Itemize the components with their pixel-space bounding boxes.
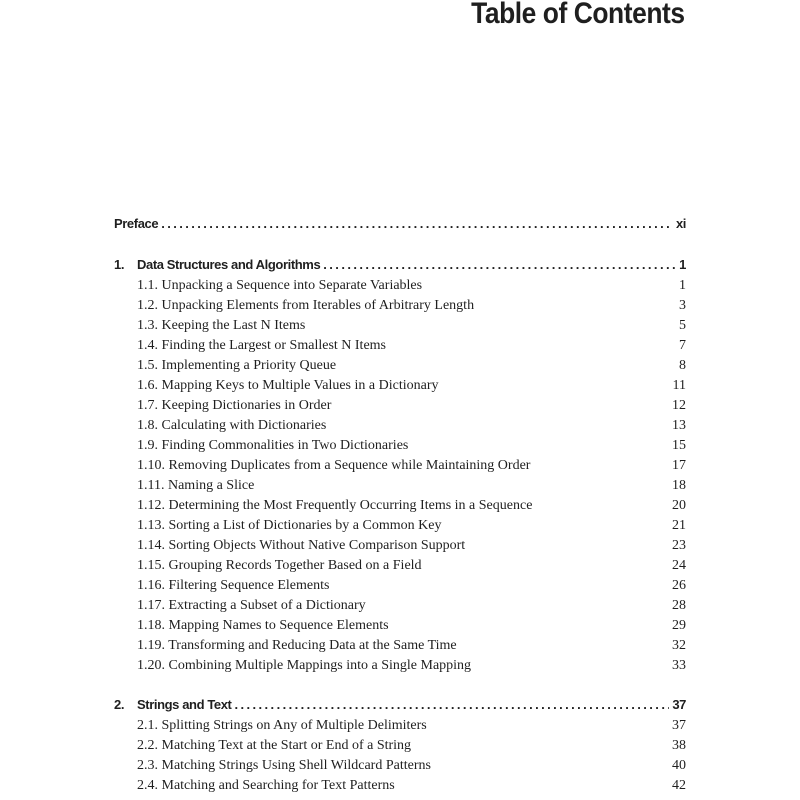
toc-section[interactable] xyxy=(114,738,686,758)
page-number: 40 xyxy=(672,758,686,773)
toc-section[interactable] xyxy=(114,378,686,398)
section-title: 1.9. Finding Commonalities in Two Dictionaries xyxy=(137,438,409,453)
entry-title: Preface xyxy=(114,216,159,231)
section-title: 2.2. Matching Text at the Start or End of a String xyxy=(137,738,412,753)
toc-section[interactable] xyxy=(114,518,686,538)
toc-section[interactable] xyxy=(114,478,686,498)
section-title: 1.13. Sorting a List of Dictionaries by a Common Key xyxy=(137,518,442,533)
section-title: 1.10. Removing Duplicates from a Sequence while Maintaining Order xyxy=(137,458,531,473)
toc-section[interactable] xyxy=(114,498,686,518)
page-number: 24 xyxy=(672,558,686,573)
section-title: 1.1. Unpacking a Sequence into Separate Variables xyxy=(137,278,423,293)
dot-leader xyxy=(323,257,676,272)
dot-leader xyxy=(161,216,673,231)
section-title: 1.4. Finding the Largest or Smallest N Items xyxy=(137,338,386,353)
toc-section[interactable] xyxy=(114,658,686,678)
section-title: 1.3. Keeping the Last N Items xyxy=(137,318,306,333)
toc-section[interactable] xyxy=(114,458,686,478)
toc-section[interactable] xyxy=(114,558,686,578)
toc-section[interactable] xyxy=(114,438,686,458)
page-number: 7 xyxy=(679,338,686,353)
page-number: 28 xyxy=(672,598,686,613)
section-title: 1.6. Mapping Keys to Multiple Values in a Dictionary xyxy=(137,378,439,393)
page-number: 26 xyxy=(672,578,686,593)
page-number: 8 xyxy=(679,358,686,373)
section-title: 1.7. Keeping Dictionaries in Order xyxy=(137,398,332,413)
page-number: 13 xyxy=(672,418,686,433)
page-number: 38 xyxy=(672,738,686,753)
toc-section[interactable] xyxy=(114,578,686,598)
page-title: Table of Contents xyxy=(471,0,685,30)
page-number: 37 xyxy=(672,697,686,712)
page-number: 42 xyxy=(672,778,686,793)
section-title: 1.5. Implementing a Priority Queue xyxy=(137,358,337,373)
toc-section[interactable] xyxy=(114,718,686,738)
entry-title: Strings and Text xyxy=(137,697,232,712)
section-title: 1.11. Naming a Slice xyxy=(137,478,255,493)
section-title: 1.12. Determining the Most Frequently Occurring Items in a Sequence xyxy=(137,498,533,513)
section-title: 2.4. Matching and Searching for Text Patterns xyxy=(137,778,395,793)
page-number: 1 xyxy=(679,278,686,293)
page-number: 33 xyxy=(672,658,686,673)
toc-section[interactable] xyxy=(114,618,686,638)
toc-section[interactable] xyxy=(114,318,686,338)
page-number: 17 xyxy=(672,458,686,473)
chapter-number: 2. xyxy=(114,697,125,712)
page-number: xi xyxy=(675,216,686,231)
toc-entry-chapter-2[interactable] xyxy=(114,697,686,717)
toc-section[interactable] xyxy=(114,758,686,778)
section-title: 1.20. Combining Multiple Mappings into a Single Mapping xyxy=(137,658,472,673)
page-number: 11 xyxy=(672,378,686,393)
page-number: 23 xyxy=(672,538,686,553)
page-number: 1 xyxy=(679,257,686,272)
section-title: 1.16. Filtering Sequence Elements xyxy=(137,578,330,593)
toc-entry-preface[interactable] xyxy=(114,216,686,236)
page-number: 3 xyxy=(679,298,686,313)
dot-leader xyxy=(234,697,669,712)
page-number: 18 xyxy=(672,478,686,493)
entry-title: Data Structures and Algorithms xyxy=(137,257,321,272)
page-number: 20 xyxy=(672,498,686,513)
toc-section[interactable] xyxy=(114,538,686,558)
section-title: 1.15. Grouping Records Together Based on a Field xyxy=(137,558,422,573)
toc-section[interactable] xyxy=(114,278,686,298)
toc-section[interactable] xyxy=(114,298,686,318)
page-number: 15 xyxy=(672,438,686,453)
section-title: 2.3. Matching Strings Using Shell Wildcard Patterns xyxy=(137,758,431,773)
toc-section[interactable] xyxy=(114,418,686,438)
toc-section[interactable] xyxy=(114,778,686,798)
page-number: 12 xyxy=(672,398,686,413)
toc-section[interactable] xyxy=(114,338,686,358)
toc-section[interactable] xyxy=(114,598,686,618)
section-title: 2.1. Splitting Strings on Any of Multiple Delimiters xyxy=(137,718,427,733)
toc-section[interactable] xyxy=(114,398,686,418)
toc-section[interactable] xyxy=(114,358,686,378)
page-number: 32 xyxy=(672,638,686,653)
page-number: 29 xyxy=(672,618,686,633)
section-title: 1.19. Transforming and Reducing Data at the Same Time xyxy=(137,638,457,653)
page-number: 5 xyxy=(679,318,686,333)
section-title: 1.8. Calculating with Dictionaries xyxy=(137,418,327,433)
section-title: 1.2. Unpacking Elements from Iterables of Arbitrary Length xyxy=(137,298,475,313)
section-title: 1.17. Extracting a Subset of a Dictionary xyxy=(137,598,366,613)
page-number: 21 xyxy=(672,518,686,533)
toc-section[interactable] xyxy=(114,638,686,658)
chapter-number: 1. xyxy=(114,257,125,272)
toc-entry-chapter-1[interactable] xyxy=(114,257,686,277)
page-number: 37 xyxy=(672,718,686,733)
section-title: 1.18. Mapping Names to Sequence Elements xyxy=(137,618,389,633)
section-title: 1.14. Sorting Objects Without Native Comparison Support xyxy=(137,538,466,553)
